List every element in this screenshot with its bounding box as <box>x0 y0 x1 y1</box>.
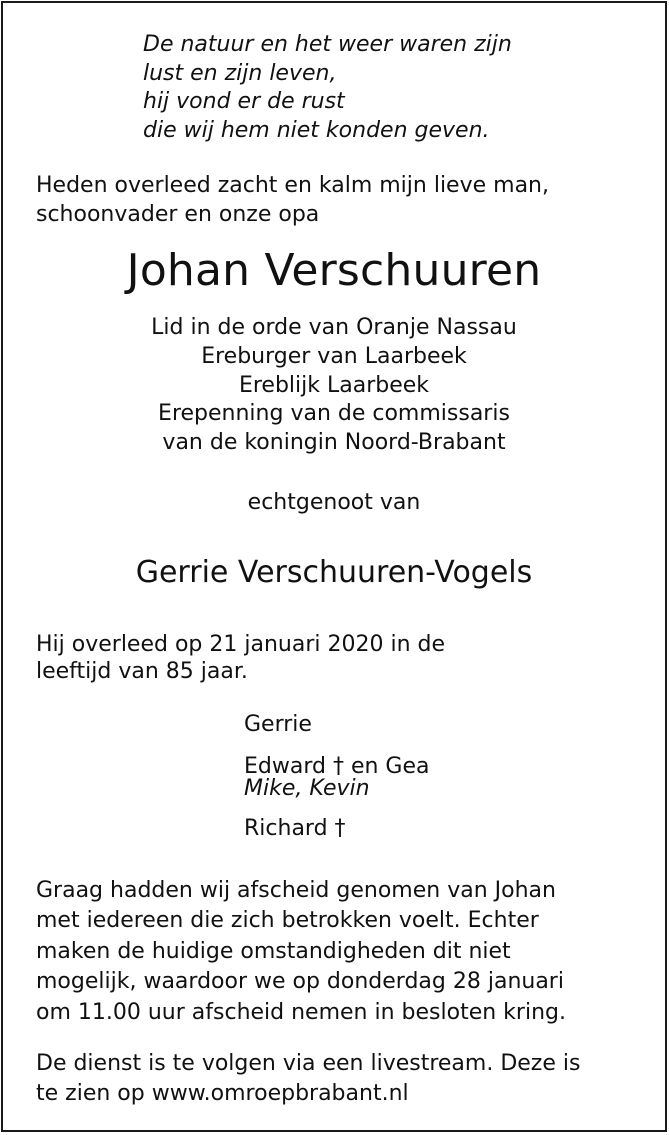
honor-item: van de koningin Noord-Brabant <box>162 430 506 456</box>
obituary-card <box>1 1 667 1132</box>
closing-line: met iedereen die zich betrokken voelt. Echter <box>36 908 539 934</box>
spouse-name: Gerrie Verschuuren-Vogels <box>135 555 533 590</box>
family-member: Edward † en Gea <box>244 754 430 779</box>
livestream-line: te zien op www.omroepbrabant.nl <box>36 1081 409 1107</box>
poem <box>143 31 512 145</box>
intro-text <box>36 171 549 229</box>
honor-item: Erepenning van de commissaris <box>158 401 510 427</box>
poem-line: lust en zijn leven, <box>143 60 337 86</box>
closing-line: Graag hadden wij afscheid genomen van Johan <box>36 878 556 903</box>
livestream-paragraph <box>36 1049 580 1110</box>
deceased-name: Johan Verschuuren <box>126 245 542 296</box>
poem-line: hij vond er de rust <box>143 89 345 114</box>
family-member: Gerrie <box>244 712 312 737</box>
closing-line: maken de huidige omstandigheden dit niet <box>36 938 511 964</box>
death-notice-line: Hij overleed op 21 januari 2020 in de <box>36 632 446 657</box>
intro-line: Heden overleed zacht en kalm mijn lieve man, <box>36 173 549 198</box>
closing-line: mogelijk, waardoor we op donderdag 28 januari <box>36 969 564 995</box>
death-notice <box>36 631 445 685</box>
honor-item: Ereblijk Laarbeek <box>238 372 430 398</box>
spouse-label: echtgenoot van <box>247 490 421 515</box>
poem-line: die wij hem niet konden geven. <box>143 117 490 143</box>
poem-line: De natuur en het weer waren zijn <box>143 32 512 57</box>
honor-item: Ereburger van Laarbeek <box>201 343 467 369</box>
closing-line: om 11.00 uur afscheid nemen in besloten kring. <box>36 999 566 1025</box>
family-grandchildren: Mike, Kevin <box>244 776 370 801</box>
honors-list <box>3 314 665 458</box>
honor-item: Lid in de orde van Oranje Nassau <box>151 315 517 340</box>
intro-line: schoonvader en onze opa <box>36 202 320 227</box>
death-notice-line: leeftijd van 85 jaar. <box>36 659 248 684</box>
closing-paragraph <box>36 876 566 1028</box>
livestream-line: De dienst is te volgen via een livestream. Deze is <box>36 1051 581 1076</box>
family-member: Richard † <box>244 816 346 841</box>
